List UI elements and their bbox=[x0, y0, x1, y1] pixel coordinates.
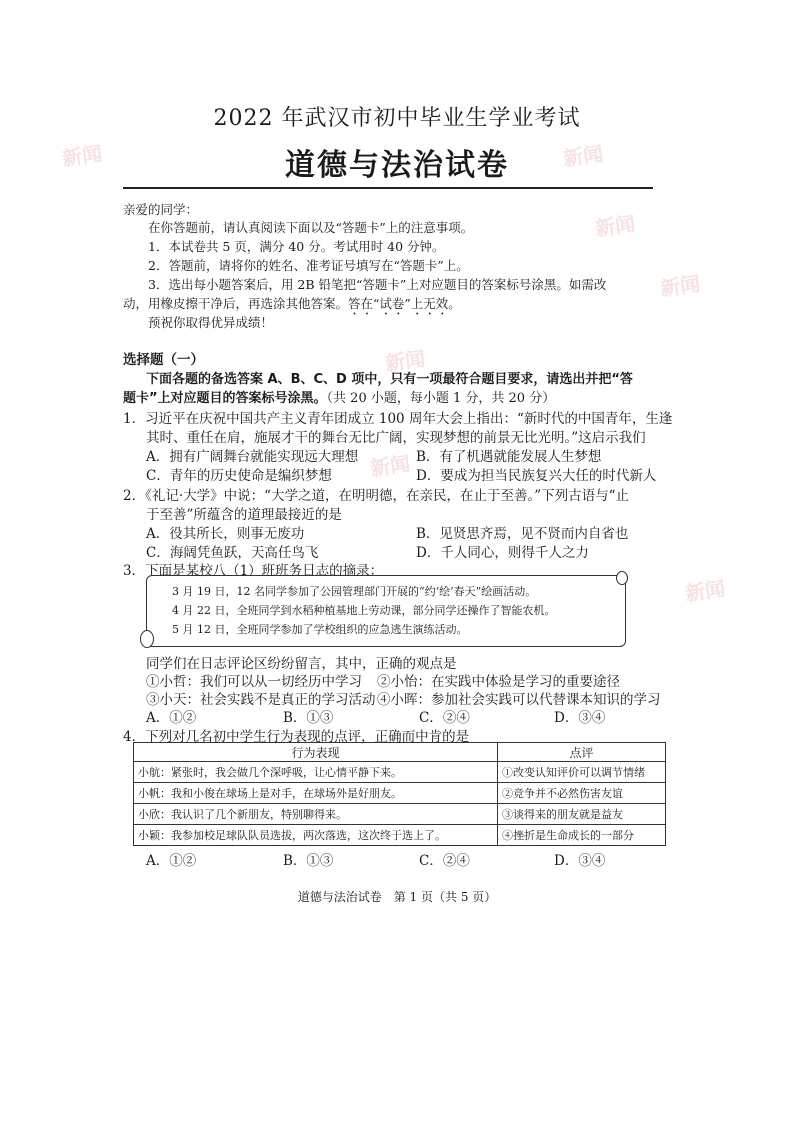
section-instruction-line1: 下面各题的备选答案 A、B、C、D 项中，只有一项最符合题目要求，请选出并把“答 bbox=[146, 372, 633, 387]
section-heading: 选择题（一） bbox=[123, 352, 204, 368]
table-header-behavior: 行为表现 bbox=[134, 743, 498, 762]
q1-stem-line1: 1．习近平在庆祝中国共产主义青年团成立 100 周年大会上指出：“新时代的中国青年，生逢 bbox=[123, 411, 673, 427]
q1-stem-line2: 其时、重任在肩，施展才干的舞台无比广阔，实现梦想的前景无比光明。”这启示我们 bbox=[146, 430, 646, 446]
section-instruction-bold: 题卡”上对应题目的答案标号涂黑。 bbox=[123, 391, 327, 406]
q2-option-b: B．见贤思齐焉，见不贤而内自省也 bbox=[416, 526, 629, 542]
q3-view-1: ①小哲：我们可以从一切经历中学习 bbox=[146, 674, 362, 690]
table-header-comment: 点评 bbox=[498, 743, 666, 762]
section-instruction-rest: （共 20 小题，每小题 1 分，共 20 分） bbox=[326, 391, 556, 406]
q1-option-d: D．要成为担当民族复兴大任的时代新人 bbox=[416, 468, 657, 484]
q4-stem: 4．下列对几名初中学生行为表现的点评，正确而中肯的是 bbox=[123, 729, 470, 745]
q2-option-a: A．役其所长，则事无废功 bbox=[146, 526, 305, 542]
section-instruction-line2 bbox=[123, 389, 555, 409]
table-cell-comment: ②竞争并不必然伤害友谊 bbox=[498, 783, 666, 804]
table-row bbox=[134, 783, 666, 804]
q3-option-a: A．①② bbox=[146, 710, 197, 726]
class-log-entry: 4 月 22 日，全班同学到水稻种植基地上劳动课，部分同学还操作了智能农机。 bbox=[172, 604, 556, 617]
table-row bbox=[134, 762, 666, 783]
watermark-logo: 新闻 bbox=[383, 346, 427, 376]
q1-option-c: C．青年的历史使命是编织梦想 bbox=[146, 468, 332, 484]
table-row bbox=[134, 804, 666, 825]
evaluation-table bbox=[133, 742, 666, 846]
watermark-logo: 新闻 bbox=[368, 451, 412, 481]
q2-stem-line2: 于至善”所蕴含的道理最接近的是 bbox=[146, 507, 342, 523]
table-cell-behavior: 小帆：我和小俊在球场上是对手，在球场外是好朋友。 bbox=[134, 783, 498, 804]
notice-item-3-line2-a: 动，用橡皮擦干净后，再选涂其他答案。 bbox=[123, 296, 349, 311]
q1-option-a: A．拥有广阔舞台就能实现远大理想 bbox=[146, 449, 359, 465]
page-footer: 道德与法治试卷 第 1 页（共 5 页） bbox=[297, 890, 497, 904]
q3-view-4: ④小晖：参加社会实践可以代替课本知识的学习 bbox=[377, 692, 661, 708]
watermark-logo: 新闻 bbox=[683, 576, 727, 606]
watermark-logo: 新闻 bbox=[658, 271, 702, 301]
q3-option-b: B．①③ bbox=[283, 710, 334, 726]
title-divider bbox=[123, 187, 653, 189]
table-cell-behavior: 小欣：我认识了几个新朋友，特别聊得来。 bbox=[134, 804, 498, 825]
notice-wish: 预祝你取得优异成绩！ bbox=[148, 315, 274, 330]
q3-comment-intro: 同学们在日志评论区纷纷留言，其中，正确的观点是 bbox=[146, 656, 457, 672]
watermark-logo: 新闻 bbox=[561, 141, 605, 171]
q3-stem: 3．下面是某校八（1）班班务日志的摘录： bbox=[123, 563, 384, 579]
exam-title: 2022 年武汉市初中毕业生学业考试 bbox=[213, 106, 581, 131]
notice-greeting: 亲爱的同学： bbox=[123, 202, 199, 217]
watermark-logo: 新闻 bbox=[60, 141, 104, 171]
q3-option-c: C．②④ bbox=[419, 710, 470, 726]
table-row bbox=[134, 825, 666, 846]
class-log-entry: 3 月 19 日，12 名同学参加了公园管理部门开展的“约‘绘’春天”绘画活动。 bbox=[172, 585, 537, 598]
notice-intro: 在你答题前，请认真阅读下面以及“答题卡”上的注意事项。 bbox=[148, 220, 474, 235]
notice-item-3-line1: 3．选出每小题答案后，用 2B 铅笔把“答题卡”上对应题目的答案标号涂黑。如需改 bbox=[148, 277, 607, 292]
q3-option-d: D．③④ bbox=[554, 710, 606, 726]
notice-item-1: 1．本试卷共 5 页，满分 40 分。考试用时 40 分钟。 bbox=[148, 239, 445, 254]
q1-option-b: B．有了机遇就能发展人生梦想 bbox=[416, 449, 602, 465]
table-header-row bbox=[134, 743, 666, 762]
q4-option-a: A．①② bbox=[146, 853, 197, 869]
table-cell-comment: ④挫折是生命成长的一部分 bbox=[498, 825, 666, 846]
notice-item-2: 2．答题前，请将你的姓名、准考证号填写在“答题卡”上。 bbox=[148, 258, 469, 273]
table-cell-comment: ①改变认知评价可以调节情绪 bbox=[498, 762, 666, 783]
scroll-curl bbox=[616, 571, 628, 585]
exam-subject-title: 道德与法治试卷 bbox=[285, 148, 509, 183]
q3-view-2: ②小怡：在实践中体验是学习的重要途径 bbox=[377, 674, 620, 690]
notice-item-3-line2-b: 答在“试卷”上无效。 bbox=[348, 296, 461, 311]
q2-stem-line1: 2．《礼记·大学》中说：“大学之道，在明明德，在亲民，在止于至善。”下列古语与“止 bbox=[123, 488, 630, 504]
q4-option-b: B．①③ bbox=[283, 853, 334, 869]
q4-option-c: C．②④ bbox=[419, 853, 470, 869]
q4-option-d: D．③④ bbox=[554, 853, 606, 869]
table-cell-behavior: 小航：紧张时，我会做几个深呼吸，让心情平静下来。 bbox=[134, 762, 498, 783]
table-cell-comment: ③谈得来的朋友就是益友 bbox=[498, 804, 666, 825]
q2-option-c: C．海阔凭鱼跃，天高任鸟飞 bbox=[146, 545, 319, 561]
table-cell-behavior: 小颖：我参加校足球队队员选拔，两次落选，这次终于选上了。 bbox=[134, 825, 498, 846]
scroll-curl bbox=[140, 630, 154, 648]
q2-option-d: D．千人同心，则得千人之力 bbox=[416, 545, 589, 561]
class-log-entry: 5 月 12 日，全班同学参加了学校组织的应急逃生演练活动。 bbox=[172, 623, 468, 636]
q3-view-3: ③小天：社会实践不是真正的学习活动 bbox=[146, 692, 376, 708]
watermark-logo: 新闻 bbox=[593, 211, 637, 241]
